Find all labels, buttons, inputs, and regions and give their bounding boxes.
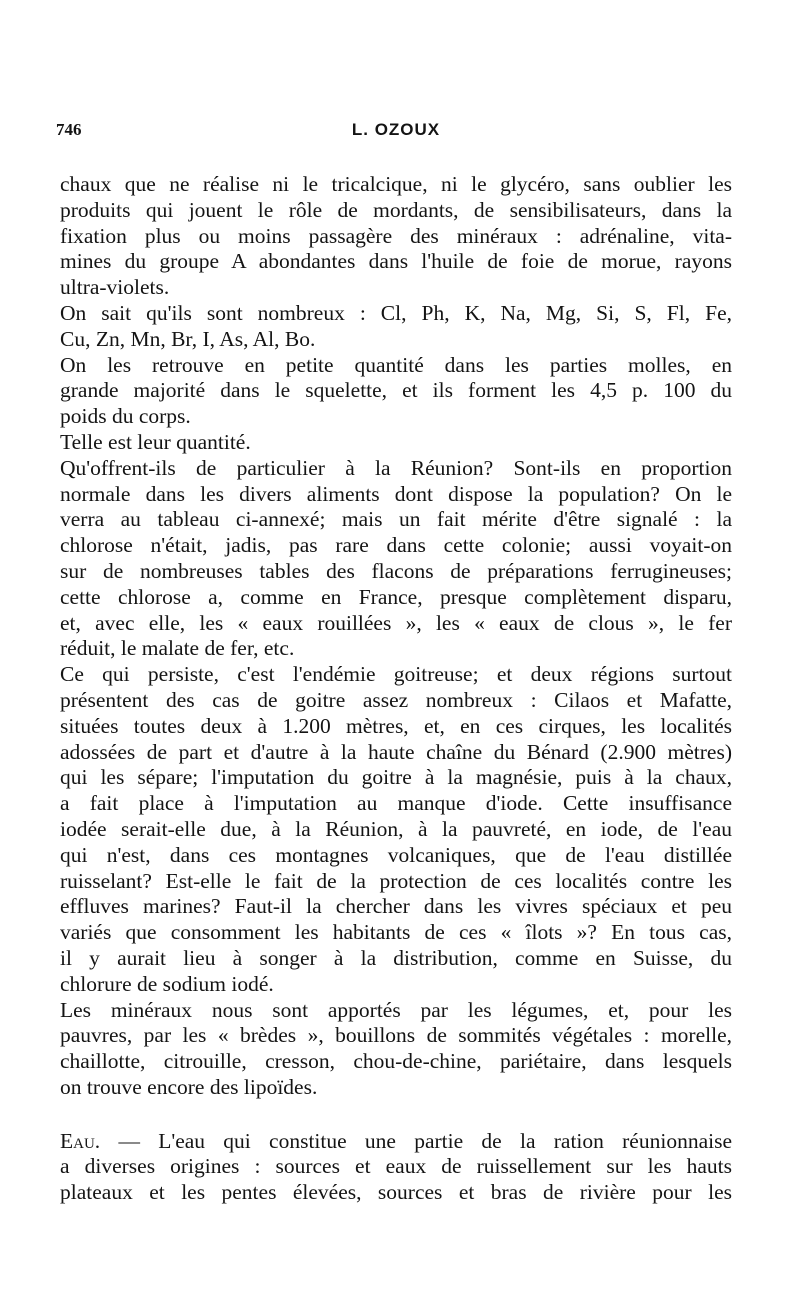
text-line: iodée serait-elle due, à la Réunion, à la pauvreté, en iode, de l'eau — [60, 816, 732, 841]
section-eau — [60, 1129, 732, 1206]
text-line: qui n'est, dans ces montagnes volcaniques, que de l'eau distillée — [60, 842, 732, 867]
text-line: chaux que ne réalise ni le tricalcique, ni le glycéro, sans oublier les — [60, 172, 732, 196]
paragraph — [60, 998, 732, 1101]
text-line: chlorose n'était, jadis, pas rare dans cette colonie; aussi voyait-on — [60, 533, 732, 558]
text-line: Cu, Zn, Mn, Br, I, As, Al, Bo. — [60, 326, 316, 351]
text-line: ultra-violets. — [60, 275, 170, 300]
section-lead: Eau. — [60, 1128, 101, 1153]
text-line: et, avec elle, les « eaux rouillées », les « eaux de clous », le fer — [60, 610, 732, 635]
text-line: sur de nombreuses tables des flacons de préparations ferrugineuses; — [60, 558, 732, 583]
text-line: verra au tableau ci-annexé; mais un fait mérite d'être signalé : la — [60, 507, 732, 532]
text-line: il y aurait lieu à songer à la distribution, comme en Suisse, du — [60, 945, 732, 970]
page-number: 746 — [56, 120, 82, 139]
text-line: plateaux et les pentes élevées, sources et bras de rivière pour les — [60, 1180, 732, 1205]
body-text — [60, 172, 732, 1206]
text-line: produits qui jouent le rôle de mordants, de sensibilisateurs, dans la — [60, 197, 732, 222]
paragraph — [60, 430, 732, 456]
text-line: a diverses origines : sources et eaux de ruissellement sur les hauts — [60, 1154, 732, 1179]
text-line: chlorure de sodium iodé. — [60, 971, 274, 996]
text-line: Les minéraux nous sont apportés par les légumes, et, pour les — [60, 997, 732, 1022]
text-line: pauvres, par les « brèdes », bouillons de sommités végétales : morelle, — [60, 1023, 732, 1048]
paragraph — [60, 456, 732, 662]
text-line: réduit, le malate de fer, etc. — [60, 636, 295, 661]
text-line: mines du groupe A abondantes dans l'huile de foie de morue, rayons — [60, 249, 732, 274]
text-line: On sait qu'ils sont nombreux : Cl, Ph, K, Na, Mg, Si, S, Fl, Fe, — [60, 300, 732, 325]
paragraph — [60, 172, 732, 301]
text-line: grande majorité dans le squelette, et ils forment les 4,5 p. 100 du — [60, 378, 732, 403]
text-line: on trouve encore des lipoïdes. — [60, 1074, 318, 1099]
text-line: normale dans les divers aliments dont dispose la population? On le — [60, 481, 732, 506]
running-title: L. OZOUX — [351, 120, 441, 139]
text-line — [60, 1129, 732, 1155]
text-line: chaillotte, citrouille, cresson, chou-de-chine, pariétaire, dans lesquels — [60, 1049, 732, 1074]
text-line: variés que consomment les habitants de ces « îlots »? En tous cas, — [60, 920, 732, 945]
page — [56, 116, 732, 1206]
paragraph — [60, 662, 732, 997]
text-line: cette chlorose a, comme en France, presque complètement disparu, — [60, 584, 732, 609]
text-line: Ce qui persiste, c'est l'endémie goitreuse; et deux régions surtout — [60, 662, 732, 687]
text-line: présentent des cas de goitre assez nombreux : Cilaos et Mafatte, — [60, 687, 732, 712]
text-line: adossées de part et d'autre à la haute chaîne du Bénard (2.900 mètres) — [60, 739, 732, 764]
text-line: ruisselant? Est-elle le fait de la protection de ces localités contre les — [60, 868, 732, 893]
text-line: a fait place à l'imputation au manque d'iode. Cette insuffisance — [60, 791, 732, 816]
running-head — [56, 116, 732, 146]
section-gap — [60, 1101, 732, 1129]
paragraph — [60, 301, 732, 353]
text-line: effluves marines? Faut-il la chercher dans les vivres spéciaux et peu — [60, 894, 732, 919]
text-line: poids du corps. — [60, 404, 191, 429]
text-line: qui les sépare; l'imputation du goitre à la magnésie, puis à la chaux, — [60, 765, 732, 790]
section-first-line: — L'eau qui constitue une partie de la ration réunionnaise — [100, 1128, 732, 1153]
text-line: situées toutes deux à 1.200 mètres, et, en ces cirques, les localités — [60, 713, 732, 738]
text-line: Telle est leur quantité. — [60, 429, 251, 454]
text-line: On les retrouve en petite quantité dans les parties molles, en — [60, 352, 732, 377]
paragraph — [60, 353, 732, 430]
text-line: fixation plus ou moins passagère des minéraux : adrénaline, vita- — [60, 223, 732, 248]
text-line: Qu'offrent-ils de particulier à la Réunion? Sont-ils en proportion — [60, 455, 732, 480]
